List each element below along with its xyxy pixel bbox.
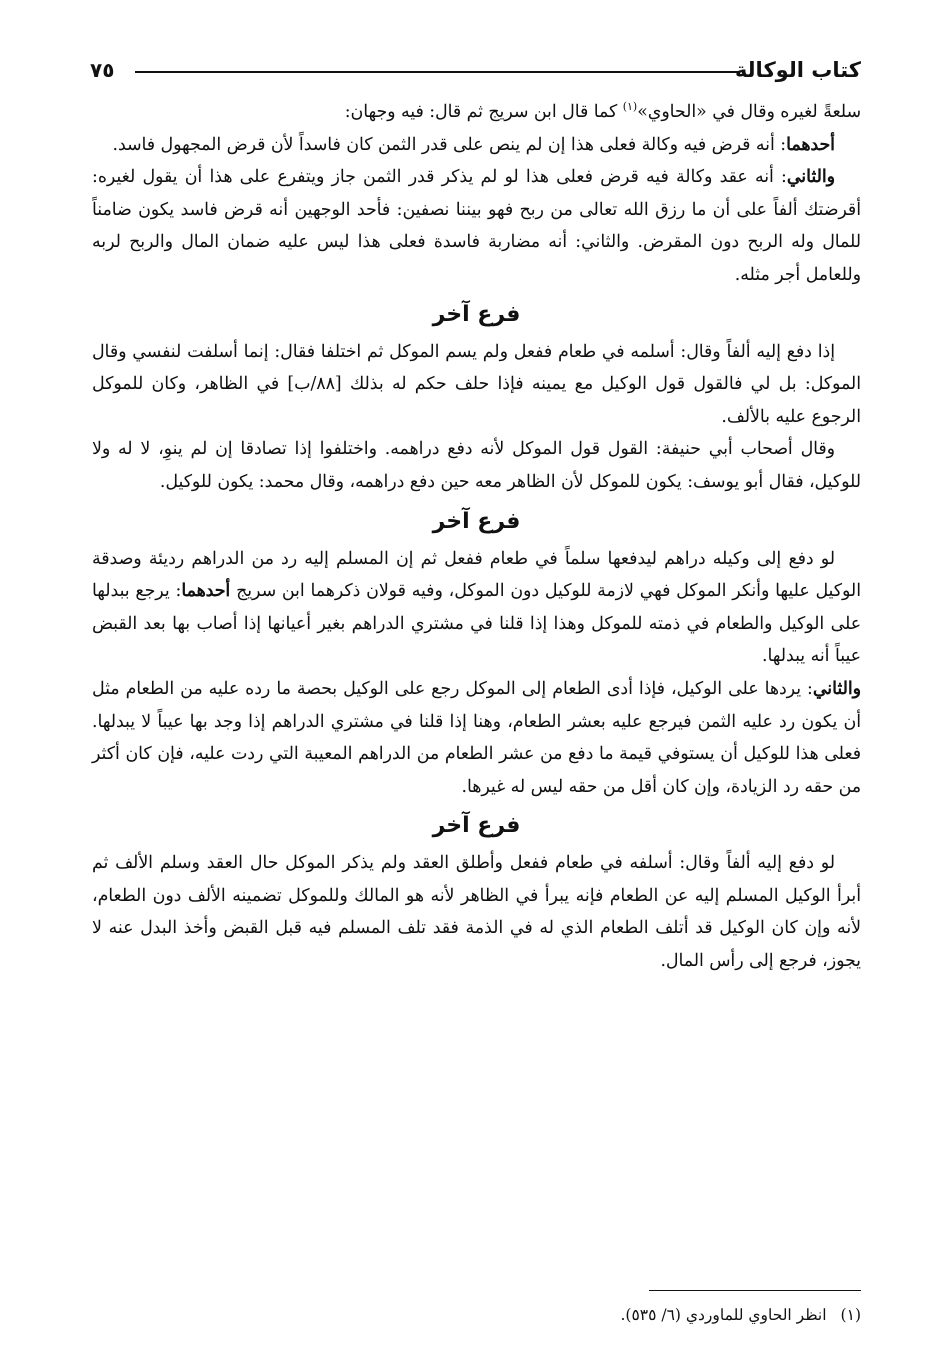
paragraph-second-view: [92, 161, 861, 291]
section-heading: فرع آخر: [432, 813, 521, 839]
paragraph: [92, 673, 861, 803]
footnote-number: (١): [840, 1306, 861, 1324]
paragraph-text: سلعةً لغيره وقال في «الحاوي»: [637, 102, 861, 122]
paragraph: إذا دفع إليه ألفاً وقال: أسلمه في طعام ففعل ولم يسم الموكل ثم اختلفا فقال: إنما أسلفت لنفسي وقال الموكل: بل لي فالقول قول الوكيل مع يمينه فإذا حلف حكم له بذلك [٨٨/ب] في الظاهر، وكان للموكل الرجوع عليه بالألف.: [92, 341, 861, 427]
paragraph-text: : أنه قرض فيه وكالة فعلى هذا إن لم ينص على قدر الثمن كان فاسداً لأن قرض المجهول فاسد.: [112, 134, 787, 155]
paragraph-label: والثاني: [812, 678, 861, 699]
paragraph-label: أحدهما: [786, 134, 835, 155]
page-body: [92, 96, 861, 978]
paragraph-label: أحدهما: [181, 581, 231, 602]
paragraph: وقال أصحاب أبي حنيفة: القول قول الموكل لأنه دفع دراهمه. واختلفوا إذا تصادقا إن لم ينوِ، لا له ولا للوكيل، فقال أبو يوسف: يكون للموكل لأن الظاهر معه حين دفع دراهمه، وقال محمد: يكون للوكيل.: [92, 439, 861, 492]
paragraph-text: : يردها على الوكيل، فإذا أدى الطعام إلى الموكل رجع على الوكيل بحصة ما رده عليه من الطعام مثل أن يكون رد عليه الثمن فيرجع عليه بعشر الطعام، وهنا إذا قلنا في مشتري الدراهم إذا وجد بها عيباً لا يبدلها. فعلى هذا للوكيل أن يستوفي قيمة ما دفع من عشر الطعام من الدراهم المعيبة التي ردت عليه، فإن كان أكثر من حقه رد الزيادة، وإن كان أقل من حقه ليس له غيرها.: [92, 678, 861, 797]
paragraph: لو دفع إليه ألفاً وقال: أسلفه في طعام ففعل وأطلق العقد ولم يذكر الموكل حال العقد وسلم الألف ثم أبرأ الوكيل المسلم إليه عن الطعام فإنه يبرأ في الظاهر لأنه هو المالك وللموكل تضمينه الألف دون الطعام، لأنه وإن كان الوكيل قد أتلف الطعام الذي له في الذمة فقد تلف المسلم فيه قبل القبض وأخذ البدل عنه لا يجوز، فرجع إلى رأس المال.: [92, 853, 861, 972]
section-heading: فرع آخر: [432, 508, 521, 534]
paragraph-text: : أنه عقد وكالة فيه قرض فعلى هذا لو لم يذكر قدر الثمن جاز ويتفرع على هذا أن يقول لغيره: أقرضتك ألفاً على أن ما رزق الله تعالى من ربح فهو بيننا نصفين: فأحد الوجهين أنه قرض فاسد يكون ضامناً للمال وله الربح دون المقرض. والثاني: أنه مضاربة فاسدة فعلى هذا ليس عليه ضمان المال والربح لربه وللعامل أجر مثله.: [92, 167, 861, 285]
page-number: ٧٥: [90, 58, 115, 82]
footnote: [92, 1302, 861, 1328]
paragraph: [92, 543, 861, 673]
book-title: كتاب الوكالة: [734, 58, 861, 82]
paragraph-text: لو دفع إلى وكيله دراهم ليدفعها سلماً في طعام ففعل ثم إن المسلم إليه رد من الدراهم رديئة وصدقة الوكيل عليها وأنكر الموكل فهي لازمة للوكيل دون الموكل، وفيه قولان ذكرهما ابن سريج: [92, 548, 861, 602]
header-rule: [135, 71, 739, 73]
paragraph-intro: [92, 96, 861, 129]
paragraph-label: والثاني: [786, 167, 835, 188]
footnote-text: انظر الحاوي للماوردي (٦/ ٥٣٥).: [620, 1306, 827, 1324]
footnote-marker: (١): [622, 100, 638, 114]
paragraph-text: : يرجع ببدلها على الوكيل والطعام في ذمته للموكل وهذا إذا قلنا في مشتري الدراهم بغير أعيانها إذا أصاب بها بعد القبض عيباً أنه يبدلها.: [92, 581, 861, 667]
footnote-separator: [649, 1290, 861, 1291]
section-heading: فرع آخر: [432, 301, 521, 327]
paragraph-text: كما قال ابن سريج ثم قال: فيه وجهان:: [344, 102, 623, 122]
paragraph-first-view: [92, 129, 861, 162]
running-header: [90, 52, 861, 88]
